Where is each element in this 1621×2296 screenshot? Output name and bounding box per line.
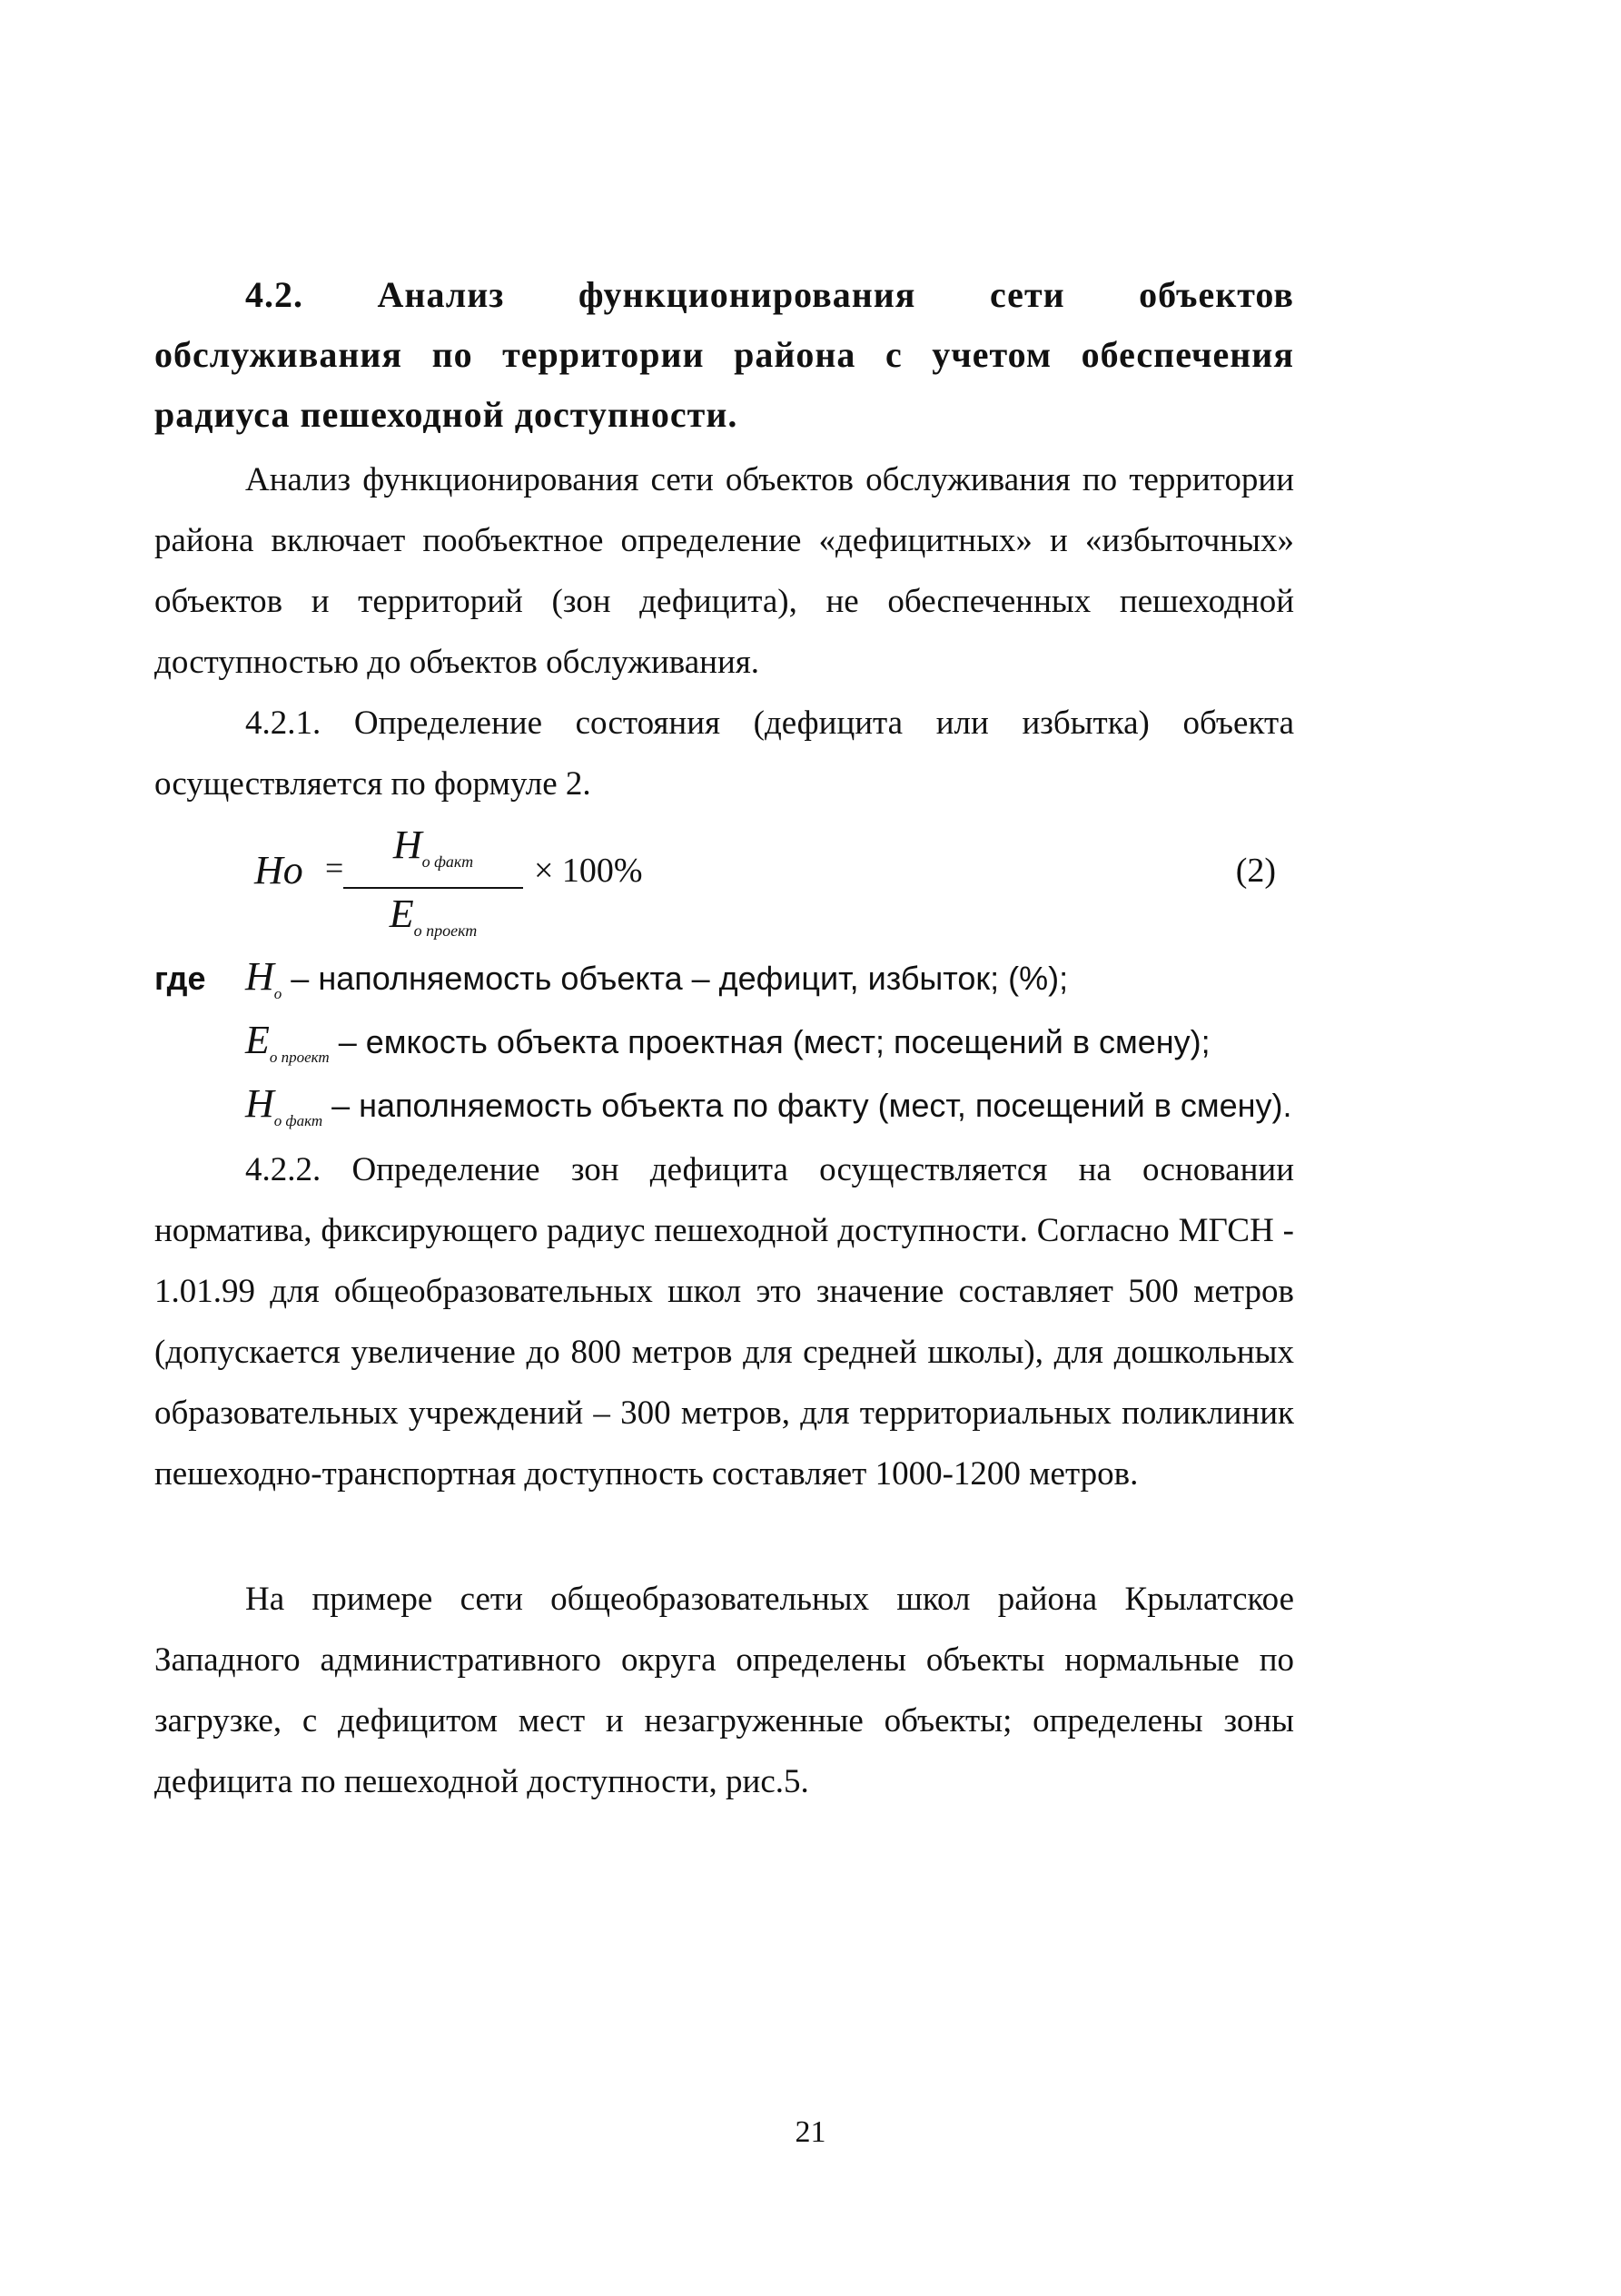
paragraph-4-2-1-text: 4.2.1. Определение состояния (дефицита или избытка) объекта осуществляется по формуле 2. [154, 705, 1294, 803]
paragraph-intro [154, 449, 1294, 693]
section-number: 4.2. [245, 274, 303, 315]
where-line-2 [245, 1017, 1211, 1067]
where-label: где [154, 960, 206, 997]
paragraph-4-2-1 [154, 693, 1294, 814]
where-line-3 [245, 1080, 1292, 1130]
where-symbol-2: $Е_{о проект}$ [245, 1018, 330, 1066]
fraction-bar [343, 887, 523, 889]
formula-rhs: × 100% [534, 852, 643, 890]
formula-lhs: Но [254, 848, 303, 892]
page-number: 21 [795, 2115, 826, 2149]
where-symbol-3: $Н_{о факт}$ [245, 1081, 323, 1129]
where-text-3: – наполняемость объекта по факту (мест, посещений в смену). [331, 1087, 1292, 1124]
formula-equals: = [325, 850, 344, 886]
paragraph-example-text: На примере сети общеобразовательных школ района Крылатское Западного административного округа определены объекты нормальные по загрузке, с дефицитом мест и незагруженные объекты; определены зоны дефицита по пешеходной доступности, рис.5. [154, 1581, 1294, 1800]
where-text-2: – емкость объекта проектная (мест; посещений в смену); [338, 1023, 1211, 1060]
paragraph-intro-text: Анализ функционирования сети объектов обслуживания по территории района включает пообъектное определение «дефицитных» и «избыточных» объектов и территорий (зон дефицита), не обеспеченных пешеходной доступностью до объектов обслуживания. [154, 461, 1294, 681]
formula-2 [245, 822, 1294, 940]
formula-denominator: $Е_{о проект}$ [389, 891, 478, 940]
where-symbol-1: $Н_о$ [245, 954, 282, 1002]
formula-number: (2) [1235, 852, 1276, 890]
paragraph-4-2-2 [154, 1139, 1294, 1504]
paragraph-4-2-2-text: 4.2.2. Определение зон дефицита осуществляется на основании норматива, фиксирующего радиус пешеходной доступности. Согласно МГСН - 1.01.99 для общеобразовательных школ это значение составляет 500 метров (допускается увеличение до 800 метров для средней школы), для дошкольных образовательных учреждений – 300 метров, для территориальных поликлиник пешеходно-транспортная доступность составляет 1000-1200 метров. [154, 1151, 1294, 1493]
formula-fraction [343, 822, 523, 954]
section-title: Анализ функционирования сети объектов обслуживания по территории района с учетом обеспечения радиуса пешеходной доступности. [154, 274, 1294, 435]
section-heading [154, 265, 1294, 445]
where-text-1: – наполняемость объекта – дефицит, избыток; (%); [291, 960, 1069, 997]
where-line-1 [154, 953, 1068, 1003]
paragraph-example [154, 1569, 1294, 1812]
formula-numerator: $Н_{о факт}$ [392, 823, 474, 871]
